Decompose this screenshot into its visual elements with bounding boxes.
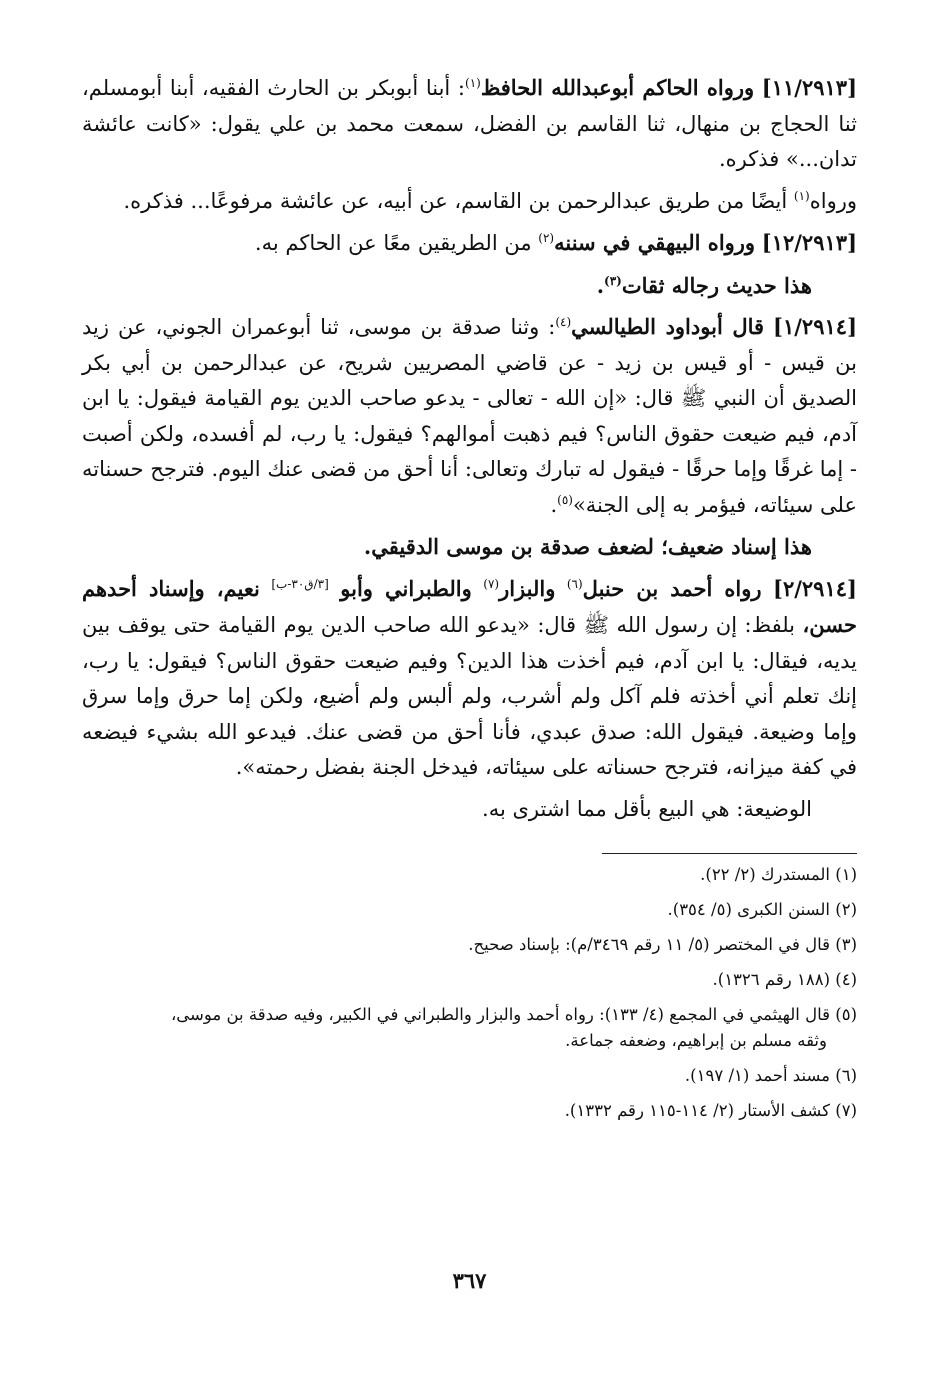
footnote-ref: (١) (793, 188, 810, 203)
grading-note: هذا إسناد ضعيف؛ لضعف صدقة بن موسى الدقيقي. (363, 534, 812, 559)
paragraph-tayalisi: [١/٢٩١٤] قال أبوداود الطيالسي$^{(٤)}$: وثنا صدقة بن موسى، ثنا أبوعمران الجوني، عن زيد بن قيس - أو قيس بن زيد - عن قاضي المصريين شريح، عن عبدالرحمن بن أبي بكر الصديق أن النبي ﷺ قال: «إن الله - تعالى - يدعو صاحب الدين يوم القيامة فيقول: يا ابن آدم، فيم ضيعت حقوق الناس؟ فيم ذهبت أموالهم؟ فيقول: يا رب، لم أفسده، ولكن أصبت - إما غرقًا وإما حرقًا - فيقول له تبارك وتعالى: أنا أحق من قضى عنك اليوم. فترجح حسناته على سيئاته، فيؤمر به إلى الجنة»$^{(٥)}$. (82, 314, 857, 517)
narrator-lead: والطبراني وأبو (340, 575, 472, 601)
hadith-ref: [١١/٢٩١٣] (761, 75, 858, 100)
hadith-ref: [١/٢٩١٤] (773, 314, 857, 339)
narrator-lead: قال أبوداود الطيالسي (571, 314, 765, 339)
grading-note: هذا حديث رجاله ثقات$^{(٣)}$. (596, 272, 812, 298)
paragraph-hakim (82, 70, 857, 178)
page-number: ٣٦٧ (452, 1268, 487, 1293)
footnote-ref: (٦) (566, 576, 583, 591)
paragraph-body: : وثنا صدقة بن موسى، ثنا أبوعمران الجوني، عن زيد بن قيس - أو قيس بن زيد - عن قاضي المصريين شريح، عن عبدالرحمن بن أبي بكر الصديق أن النبي ﷺ قال: «إن الله - تعالى - يدعو صاحب الدين يوم القيامة فيقول: يا ابن آدم، فيم ضيعت حقوق الناس؟ فيم ذهبت أموالهم؟ فيقول: يا رب، لم أفسده، ولكن أصبت - إما غرقًا وإما حرقًا - فيقول له تبارك وتعالى: أنا أحق من قضى عنك اليوم. فترجح حسناته على سيئاته، فيؤمر به إلى الجنة» (82, 315, 857, 517)
paragraph-ahmad (82, 571, 857, 786)
footnote-item: (٤) (١٨٨ رقم ١٣٢٦). (712, 970, 857, 989)
footnote-item: (٥) قال الهيثمي في المجمع (٤/ ١٣٣): رواه أحمد والبزار والطبراني في الكبير، وفيه صدقة بن موسى، وثقه مسلم بن إبراهيم، وضعفه جماعة. (170, 1005, 857, 1050)
footnote-ref: (٤) (555, 315, 572, 329)
paragraph-body: بلفظ: إن رسول الله ﷺ قال: «يدعو الله صاحب الدين يوم القيامة حتى يوقف بين يديه، فيقال: يا ابن آدم، فيم أخذت هذا الدين؟ وفيم ضيعت حقوق الناس؟ فيقول: يا رب، إنك تعلم أني أخذته فلم آكل ولم أشرب، ولم ألبس ولم أضيع، ولكن إما حرق وإما سرق وإما وضيعة. فيقول الله: صدق عبدي، فأنا أحق من قضى عنك. فيدعو الله بشيء فيضعه في كفة ميزانه، فترجح حسناته على سيئاته، فيدخل الجنة بفضل رحمته». (82, 613, 857, 779)
paragraph-body: أيضًا من طريق عبدالرحمن بن القاسم، عن أبيه، عن عائشة مرفوعًا... فذكره. (123, 188, 788, 213)
footnote-ref: (١) (465, 76, 481, 90)
paragraph-body: : أبنا أبوبكر بن الحارث الفقيه، أبنا أبومسلم، ثنا الحجاج بن منهال، ثنا القاسم بن الفضل، سمعت محمد بن علي يقول: «كانت عائشة تدان...» فذكره. (82, 76, 857, 171)
hadith-ref: [٢/٢٩١٤] (773, 575, 857, 601)
definition-note: الوضيعة: هي البيع بأقل مما اشترى به. (482, 796, 812, 821)
narrator-lead: ورواه الحاكم أبوعبدالله الحافظ (480, 75, 755, 100)
footnote-ref: (٥) (557, 492, 573, 507)
paragraph-body: من الطريقين معًا عن الحاكم به. (254, 231, 532, 255)
footnote-separator (602, 853, 857, 854)
manuscript-marker: [٣/ق٣٠-ب] (271, 576, 329, 591)
footnote-ref: (٢) (538, 231, 555, 245)
footnote-item: (٢) السنن الكبرى (٥/ ٣٥٤). (667, 900, 857, 919)
paragraph-second-chain (82, 184, 857, 220)
footnote-item: (٦) مسند أحمد (١/ ١٩٧). (684, 1066, 857, 1085)
narrator-lead: نعيم، وإسناد أحدهم حسن، (82, 575, 857, 637)
narrator-lead: ورواه (809, 188, 857, 213)
footnote-item: (١) المستدرك (٢/ ٢٢). (700, 865, 857, 884)
narrator-lead: رواه أحمد بن حنبل (582, 575, 762, 601)
footnote-ref: (٣) (604, 273, 622, 288)
narrator-lead: والبزار (499, 575, 556, 601)
footnote-item: (٧) كشف الأستار (٢/ ١١٤-١١٥ رقم ١٣٣٢). (564, 1101, 857, 1120)
paragraph-bayhaqi (82, 225, 857, 262)
footnote-item: (٣) قال في المختصر (٥/ ١١ رقم ٣٤٦٩/م): بإسناد صحيح. (468, 935, 857, 954)
footnote-ref: (٧) (483, 576, 500, 591)
narrator-lead: ورواه البيهقي في سننه (554, 230, 756, 255)
footnotes (82, 862, 857, 1124)
hadith-ref: [١٢/٢٩١٣] (761, 230, 857, 255)
